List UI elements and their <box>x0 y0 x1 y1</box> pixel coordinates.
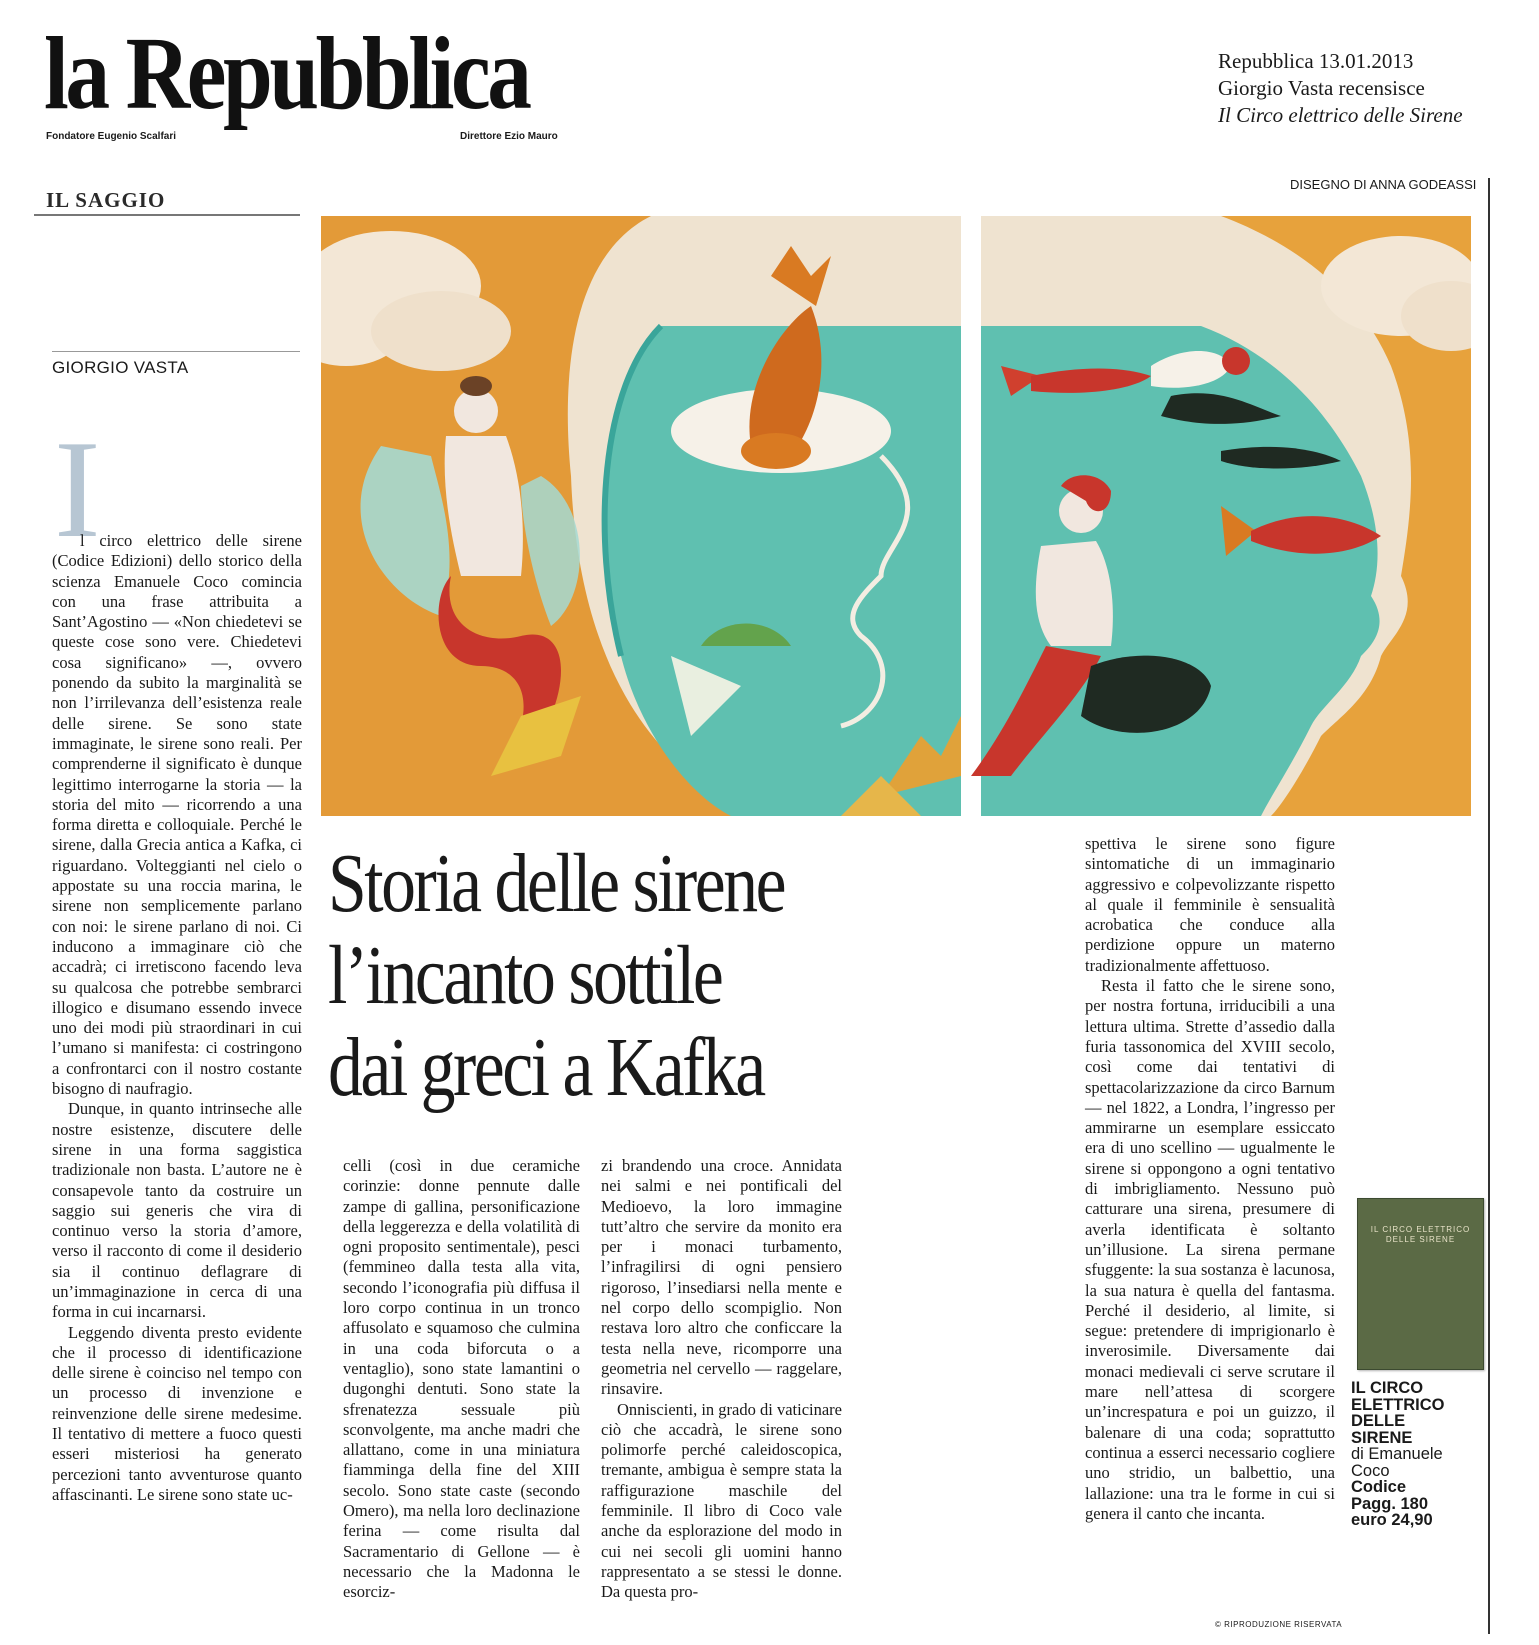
book-title: IL CIRCO <box>1351 1379 1424 1397</box>
illustration-credit: DISEGNO DI ANNA GODEASSI <box>1290 177 1477 192</box>
body-column-4 <box>1085 834 1335 1524</box>
dropcap: I <box>54 412 101 567</box>
headline-line-1: Storia delle sirene <box>328 837 785 930</box>
header-note-reviewer: Giorgio Vasta recensisce <box>1218 76 1425 100</box>
illustration-right-panel <box>971 216 1471 816</box>
headline-line-2: l’incanto sottile <box>328 929 722 1022</box>
book-pages: Pagg. 180 <box>1351 1494 1429 1513</box>
illustration <box>321 216 1471 816</box>
section-rule <box>34 214 300 216</box>
headline <box>328 838 876 1114</box>
body-column-2 <box>343 1156 580 1603</box>
body-paragraph: Resta il fatto che le sirene sono, per nostra fortuna, irriducibili a una lettura ultima. Strette d’assedio dalla furia tassonomica del XVIII secolo, così come dai tentativi di spettacolarizzazione da circo Barnum — nel 1822, a Londra, l’ingresso per ammirarne un esemplare essiccato era di uno scellino — ugualmente le sirene si oppongono a ogni tentativo di imbrigliamento. Nessuno può catturare una sirena, presumere di averla identificata è soltanto un’illusione. La sirena permane sfuggente: la sua sostanza è lacunosa, la sua natura è quella del fantasma. Perché il desiderio, al limite, si segue: pretendere di imprigionarlo è inverosimile. Diversamente dai monaci medievali ci serve scrutare il mare nell’attesa di scorgere un’increspatura e poi un guizzo, il balenare di una coda; soprattutto continua a esserci necessario cogliere uno stridio, un balbettio, una lallazione: una tra le forme in cui si genera il canto che incanta. <box>1085 976 1335 1523</box>
headline-line-3: dai greci a Kafka <box>328 1021 764 1114</box>
column-divider <box>1488 178 1490 1634</box>
copyright-notice: © RIPRODUZIONE RISERVATA <box>1215 1620 1343 1629</box>
book-author: Coco <box>1351 1461 1390 1480</box>
body-paragraph: spettiva le sirene sono figure sintomatiche di un immaginario aggressivo e colpevolizzante rispetto al quale il femminile è sensualità acrobatica che conduce alla perdizione oppure un materno tradizionalmente affettuoso. <box>1085 834 1335 975</box>
book-title: ELETTRICO <box>1351 1395 1445 1414</box>
book-cover-image <box>1357 1198 1484 1370</box>
book-author: di Emanuele <box>1351 1445 1443 1463</box>
book-title: DELLE <box>1351 1412 1406 1430</box>
body-paragraph: Onniscienti, in grado di vaticinare ciò che accadrà, le sirene sono polimorfe perché caleidoscopica, tremante, ambigua è sempre stata la raffigurazione maschile del femminile. Il libro di Coco vale anche da esplorazione del modo in cui nei secoli gli uomini hanno rappresentato a se stessi le donne. Da questa pro- <box>601 1399 842 1602</box>
body-paragraph: l circo elettrico delle sirene (Codice Edizioni) dello storico della scienza Emanuele Coco comincia con una frase attribuita a Sant’Agostino — «Non chiedetevi se queste cose sono vere. Chiedetevi cosa significano» —, ovvero ponendo da subito la marginalità se non l’irrilevanza dell’esistenza reale delle sirene. Se sono state immaginate, le sirene sono reali. Per comprenderne il significato è dunque legittimo interrogarne la storia — la storia del mito — ricorrendo a una forma diretta e colloquiale. Perché le sirene, dalla Grecia antica a Kafka, ci riguardano. Volteggianti nel cielo o appostate su una roccia marina, le sirene non semplicemente parlano con noi: le sirene parlano di noi. Ci inducono a immaginare ciò che accadrà; ci irretiscono facendo leva su qualcosa che potrebbe sembrarci illogico e disumano essendo invece uno dei modi più straordinari in cui l’umano si manifesta: ci costringono a confrontarci con il nostro costante bisogno di naufragio. <box>52 531 302 1099</box>
body-column-3 <box>601 1156 842 1603</box>
book-publisher: Codice <box>1351 1478 1407 1496</box>
byline-author: GIORGIO VASTA <box>52 358 189 377</box>
masthead-founder: Fondatore Eugenio Scalfari <box>46 131 177 142</box>
header-note-date: Repubblica 13.01.2013 <box>1218 49 1414 73</box>
header-note-book: Il Circo elettrico delle Sirene <box>1218 103 1463 127</box>
book-info <box>1351 1380 1486 1529</box>
section-label: IL SAGGIO <box>46 188 166 212</box>
body-paragraph: celli (così in due ceramiche corinzie: donne pennute dalle zampe di gallina, personificazione della leggerezza e della volatilità di ogni proposito sentimentale), pesci (femmineo dalla testa alla vita, secondo l’iconografia più diffusa il loro corpo continua in un tronco affusolato e squamoso che culmina in una coda biforcuta o a ventaglio), sono state lamantini o dugonghi dentuti. Sono state la sfrenatezza sessuale più sconvolgente, ma anche madri che allattano, come in una miniatura fiamminga della fine del XIII secolo. Sono state caste (secondo Omero), ma nella loro declinazione ferina — come risulta dal Sacramentario di Gellone — è necessario che la Madonna le esorciz- <box>343 1156 580 1602</box>
masthead-title: la Repubblica <box>44 16 529 131</box>
body-paragraph: zi brandendo una croce. Annidata nei salmi e nei pontificali del Medioevo, la loro immagine tutt’altro che servire da monito era per i monaci turbamento, l’infragilirsi di ogni pensiero rigoroso, l’insediarsi nella mente e nel corpo dello scompiglio. Non restava loro altro che conficcare la testa nella neve, ricomporre una geometria nel cervello — raggelare, rinsavire. <box>601 1156 842 1399</box>
masthead-director: Direttore Ezio Mauro <box>460 131 558 142</box>
header-note <box>1218 48 1463 129</box>
book-cover-title: IL CIRCO ELETTRICO DELLE SIRENE <box>1370 1225 1471 1244</box>
author-rule <box>52 351 300 352</box>
book-price: euro 24,90 <box>1351 1511 1433 1529</box>
body-paragraph: Leggendo diventa presto evidente che il processo di identificazione delle sirene è coinciso nel tempo con un processo di invenzione e reinvenzione delle sirene medesime. Il tentativo di mettere a fuoco questi esseri misteriosi ha generato percezioni tanto avventurose quanto affascinanti. Le sirene sono state uc- <box>52 1322 302 1504</box>
book-title: SIRENE <box>1351 1428 1413 1447</box>
body-column-1 <box>52 531 302 1505</box>
illustration-left-panel <box>321 216 961 816</box>
body-paragraph: Dunque, in quanto intrinseche alle nostre esistenze, discutere delle sirene in una forma saggistica tradizionale non basta. L’autore ne è consapevole tanto da costruire un saggio sui generis che vira di continuo verso la storia d’amore, verso il racconto di come il desiderio sia il continuo deflagrare di un’immaginazione in cerca di una forma in cui incarnarsi. <box>52 1099 302 1322</box>
